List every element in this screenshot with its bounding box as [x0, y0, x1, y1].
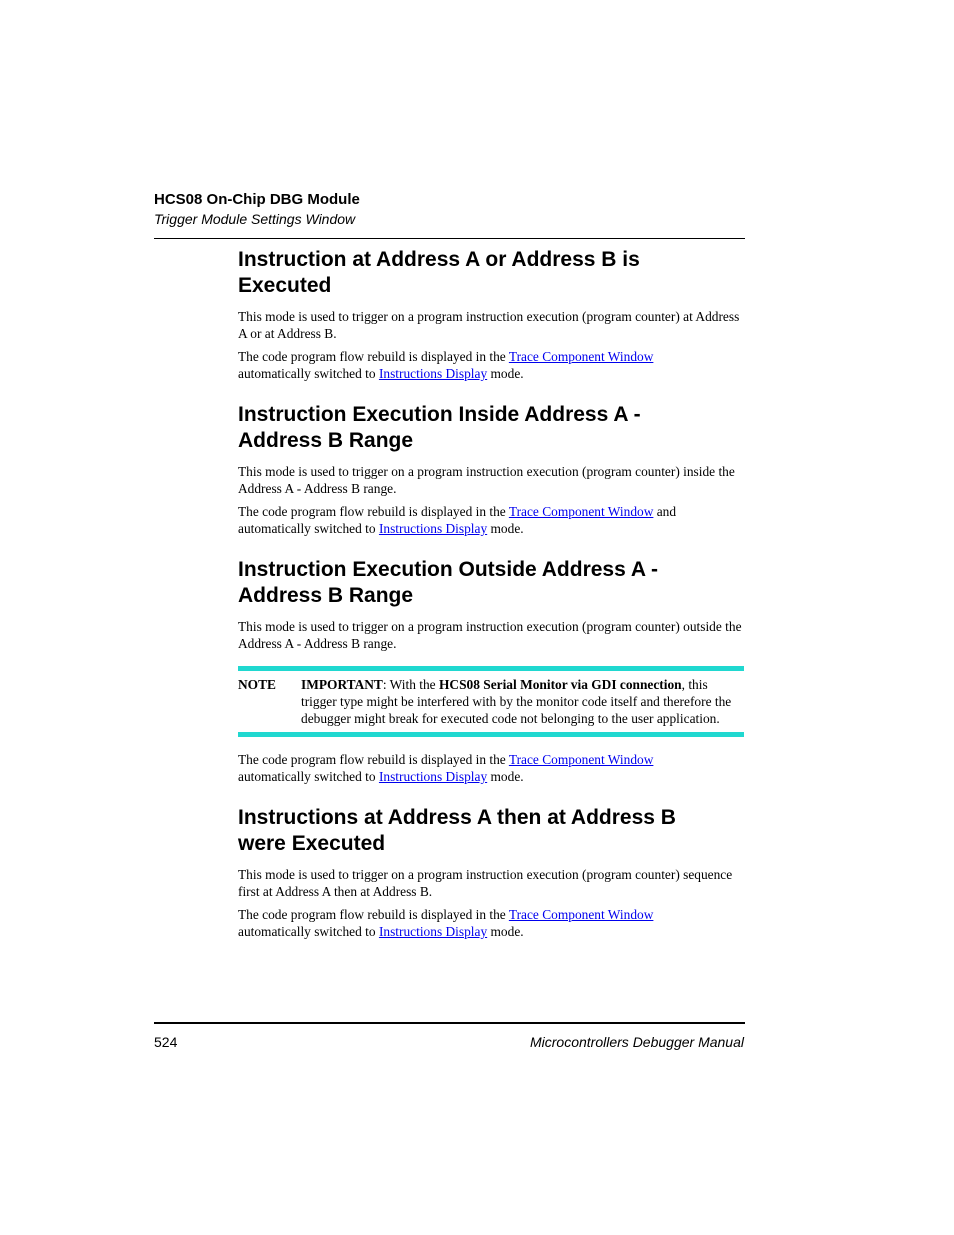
section-paragraph: This mode is used to trigger on a program instruction execution (program counter) inside the Address A - Address B range. [238, 464, 735, 496]
heading-line: Instruction Execution Inside Address A - [238, 403, 641, 426]
heading-line: were Executed [238, 832, 386, 855]
section-paragraph [238, 348, 744, 382]
heading-line: Address B Range [238, 429, 414, 452]
header-rule [154, 238, 745, 239]
instructions-display-link[interactable]: Instructions Display [378, 924, 488, 939]
section-paragraph: This mode is used to trigger on a program instruction execution (program counter) sequence first at Address A then at Address B. [238, 867, 733, 899]
heading-line: Address B Range [238, 584, 414, 607]
trace-component-window-link[interactable]: Trace Component Window [508, 752, 654, 767]
text: mode. [487, 521, 524, 536]
section-heading [238, 402, 744, 454]
note-box [238, 666, 744, 737]
note-label: NOTE [238, 677, 276, 692]
trace-component-window-link[interactable]: Trace Component Window [508, 907, 654, 922]
main-content [238, 247, 744, 940]
text: : With the [382, 677, 439, 692]
text: automatically switched to [238, 924, 379, 939]
note-connection-name: HCS08 Serial Monitor via GDI connection [438, 677, 682, 692]
section-paragraph [238, 751, 744, 785]
heading-line: Executed [238, 274, 332, 297]
text: The code program flow rebuild is displayed in the [238, 907, 509, 922]
text: , this trigger type might be interfered with by the monitor code itself and therefore the debugger might break for executed code not belonging to the user application. [301, 677, 732, 726]
note-important: IMPORTANT [301, 677, 383, 692]
footer-rule [154, 1022, 745, 1024]
text: and automatically switched to [238, 504, 677, 536]
instructions-display-link[interactable]: Instructions Display [378, 521, 488, 536]
heading-line: Instruction at Address A or Address B is [238, 248, 640, 271]
section-paragraph: This mode is used to trigger on a program instruction execution (program counter) at Address A or at Address B. [238, 309, 740, 341]
instructions-display-link[interactable]: Instructions Display [378, 366, 488, 381]
text: automatically switched to [238, 366, 379, 381]
trace-component-window-link[interactable]: Trace Component Window [508, 349, 654, 364]
text: The code program flow rebuild is displayed in the [238, 752, 509, 767]
text: mode. [487, 924, 524, 939]
note-body [301, 676, 744, 727]
text: The code program flow rebuild is displayed in the [238, 504, 509, 519]
text: mode. [487, 769, 524, 784]
text: mode. [487, 366, 524, 381]
text: The code program flow rebuild is displayed in the [238, 349, 509, 364]
section-heading [238, 557, 744, 609]
section-paragraph: This mode is used to trigger on a program instruction execution (program counter) outside the Address A - Address B range. [238, 619, 742, 651]
section-heading [238, 805, 744, 857]
page-number: 524 [154, 1034, 178, 1050]
heading-line: Instructions at Address A then at Address B [238, 806, 676, 829]
instructions-display-link[interactable]: Instructions Display [378, 769, 488, 784]
trace-component-window-link[interactable]: Trace Component Window [508, 504, 654, 519]
running-header-title: HCS08 On-Chip DBG Module [154, 191, 360, 208]
section-heading [238, 247, 744, 299]
section-paragraph [238, 906, 744, 940]
heading-line: Instruction Execution Outside Address A - [238, 558, 659, 581]
manual-title: Microcontrollers Debugger Manual [530, 1034, 744, 1050]
section-paragraph [238, 503, 744, 537]
running-header-subtitle: Trigger Module Settings Window [154, 211, 356, 227]
text: automatically switched to [238, 769, 379, 784]
